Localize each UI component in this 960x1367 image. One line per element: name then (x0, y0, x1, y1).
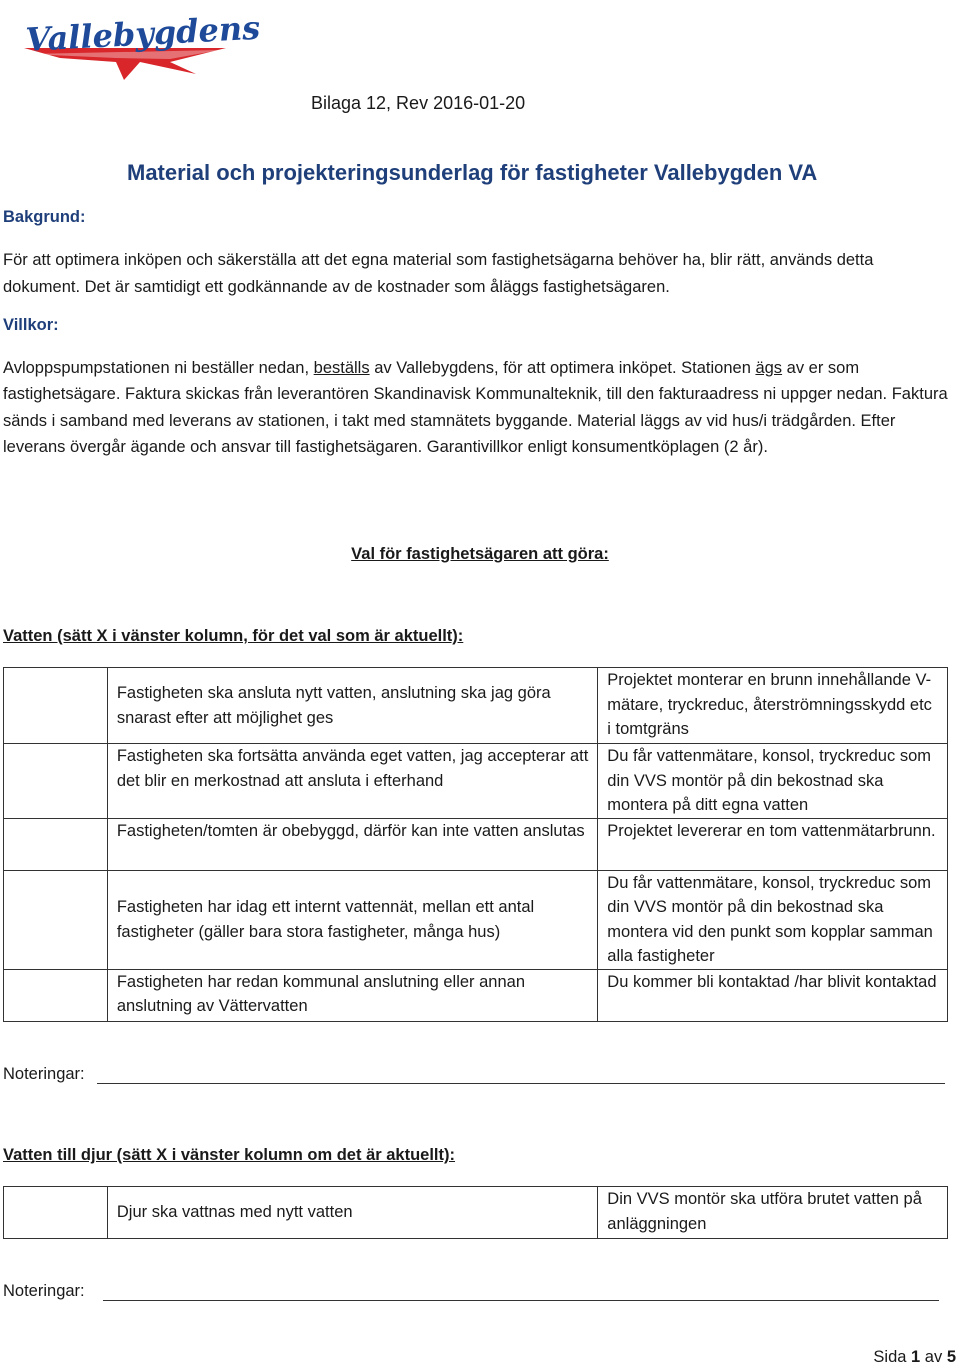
animal-choice-1-result: Din VVS montör ska utföra brutet vatten på anläggningen (598, 1187, 948, 1239)
notes-label: Noteringar: (3, 1065, 85, 1083)
water-choice-4-checkbox[interactable] (4, 870, 108, 969)
table-row (4, 744, 948, 819)
water-choice-2-checkbox[interactable] (4, 744, 108, 819)
water-choice-3-result: Projektet levererar en tom vattenmätarbrunn. (598, 818, 948, 870)
table-row (4, 818, 948, 870)
water-choice-3-option: Fastigheten/tomten är obebyggd, därför kan inte vatten anslutas (107, 818, 597, 870)
notes-input-line[interactable] (103, 1300, 939, 1301)
logo-graphic (20, 4, 261, 84)
water-choice-5-option: Fastigheten har redan kommunal anslutning eller annan anslutning av Vättervatten (107, 969, 597, 1021)
notes-input-line[interactable] (97, 1083, 945, 1084)
page-number (873, 1348, 956, 1367)
water-choice-5-checkbox[interactable] (4, 969, 108, 1021)
water-section-heading: Vatten (sätt X i vänster kolumn, för det val som är aktuellt): (3, 627, 464, 645)
choices-heading-text: Val för fastighetsägaren att göra: (351, 545, 609, 563)
document-revision: Bilaga 12, Rev 2016-01-20 (311, 93, 526, 113)
animal-water-heading: Vatten till djur (sätt X i vänster kolumn om det är aktuellt): (3, 1146, 456, 1164)
document-title: Material och projekteringsunderlag för fastigheter Vallebygden VA (127, 160, 818, 185)
villkor-heading: Villkor: (3, 316, 59, 334)
table-row (4, 1187, 948, 1239)
villkor-underlined-ags: ägs (755, 359, 783, 377)
water-choice-1-option: Fastigheten ska ansluta nytt vatten, anslutning ska jag göra snarast efter att möjlighet ges (107, 668, 597, 744)
water-choice-4-result: Du får vattenmätare, konsol, tryckreduc som din VVS montör på din bekostnad ska montera vid den punkt som kopplar samman alla fastigheter (598, 870, 948, 969)
water-choice-5-result: Du kommer bli kontaktad /har blivit kontaktad (598, 969, 948, 1021)
water-choice-2-option: Fastigheten ska fortsätta använda eget vatten, jag accepterar att det blir en merkostnad att ansluta i efterhand (107, 744, 597, 819)
animal-choice-1-option: Djur ska vattnas med nytt vatten (107, 1187, 597, 1239)
water-choice-1-result: Projektet monterar en brunn innehållande V-mätare, tryckreduc, återströmningsskydd etc i tomtgräns (598, 668, 948, 744)
table-row (4, 969, 948, 1021)
villkor-text-part2: av Vallebygdens, för att optimera inköpet. Stationen (369, 359, 756, 377)
page-middle: av (920, 1348, 947, 1366)
vallebygdens-logo (20, 4, 261, 84)
water-choices-table (3, 667, 948, 1022)
choices-heading (0, 545, 960, 564)
villkor-text-part3: av er som fastighetsägare. Faktura skickas från leverantören Skandinavisk Kommunalteknik, till den fakturaadress ni uppger nedan. Faktura sänds i samband med leverans av stationen, i takt med stamnätets byggande. Material läggs av vid hus/i trädgården. Efter leverans övergår ägande och ansvar till fastighetsägaren. Garantivillkor enligt konsumentköplagen (2 år). (3, 359, 948, 456)
page-prefix: Sida (873, 1348, 912, 1366)
villkor-text (3, 355, 951, 460)
villkor-text-part1: Avloppspumpstationen ni beställer nedan, (3, 359, 314, 377)
total-pages: 5 (946, 1348, 956, 1366)
table-row (4, 870, 948, 969)
water-choice-4-option: Fastigheten har idag ett internt vattennät, mellan ett antal fastigheter (gäller bara stora fastigheter, många hus) (107, 870, 597, 969)
water-choice-3-checkbox[interactable] (4, 818, 108, 870)
bakgrund-text: För att optimera inköpen och säkerställa att det egna material som fastighetsägarna behöver ha, blir rätt, används detta dokument. Det är samtidigt ett godkännande av de kostnader som åläggs fastighetsägaren. (3, 251, 874, 296)
current-page: 1 (911, 1348, 921, 1366)
animal-choice-1-checkbox[interactable] (4, 1187, 108, 1239)
villkor-underlined-bestalls: beställs (313, 359, 370, 377)
logo-text: Vallebygdens (24, 8, 261, 59)
table-row (4, 668, 948, 744)
bakgrund-heading: Bakgrund: (3, 208, 86, 226)
notes-label: Noteringar: (3, 1282, 85, 1300)
water-choice-2-result: Du får vattenmätare, konsol, tryckreduc som din VVS montör på din bekostnad ska montera på ditt egna vatten (598, 744, 948, 819)
animal-water-table (3, 1186, 948, 1239)
water-choice-1-checkbox[interactable] (4, 668, 108, 744)
